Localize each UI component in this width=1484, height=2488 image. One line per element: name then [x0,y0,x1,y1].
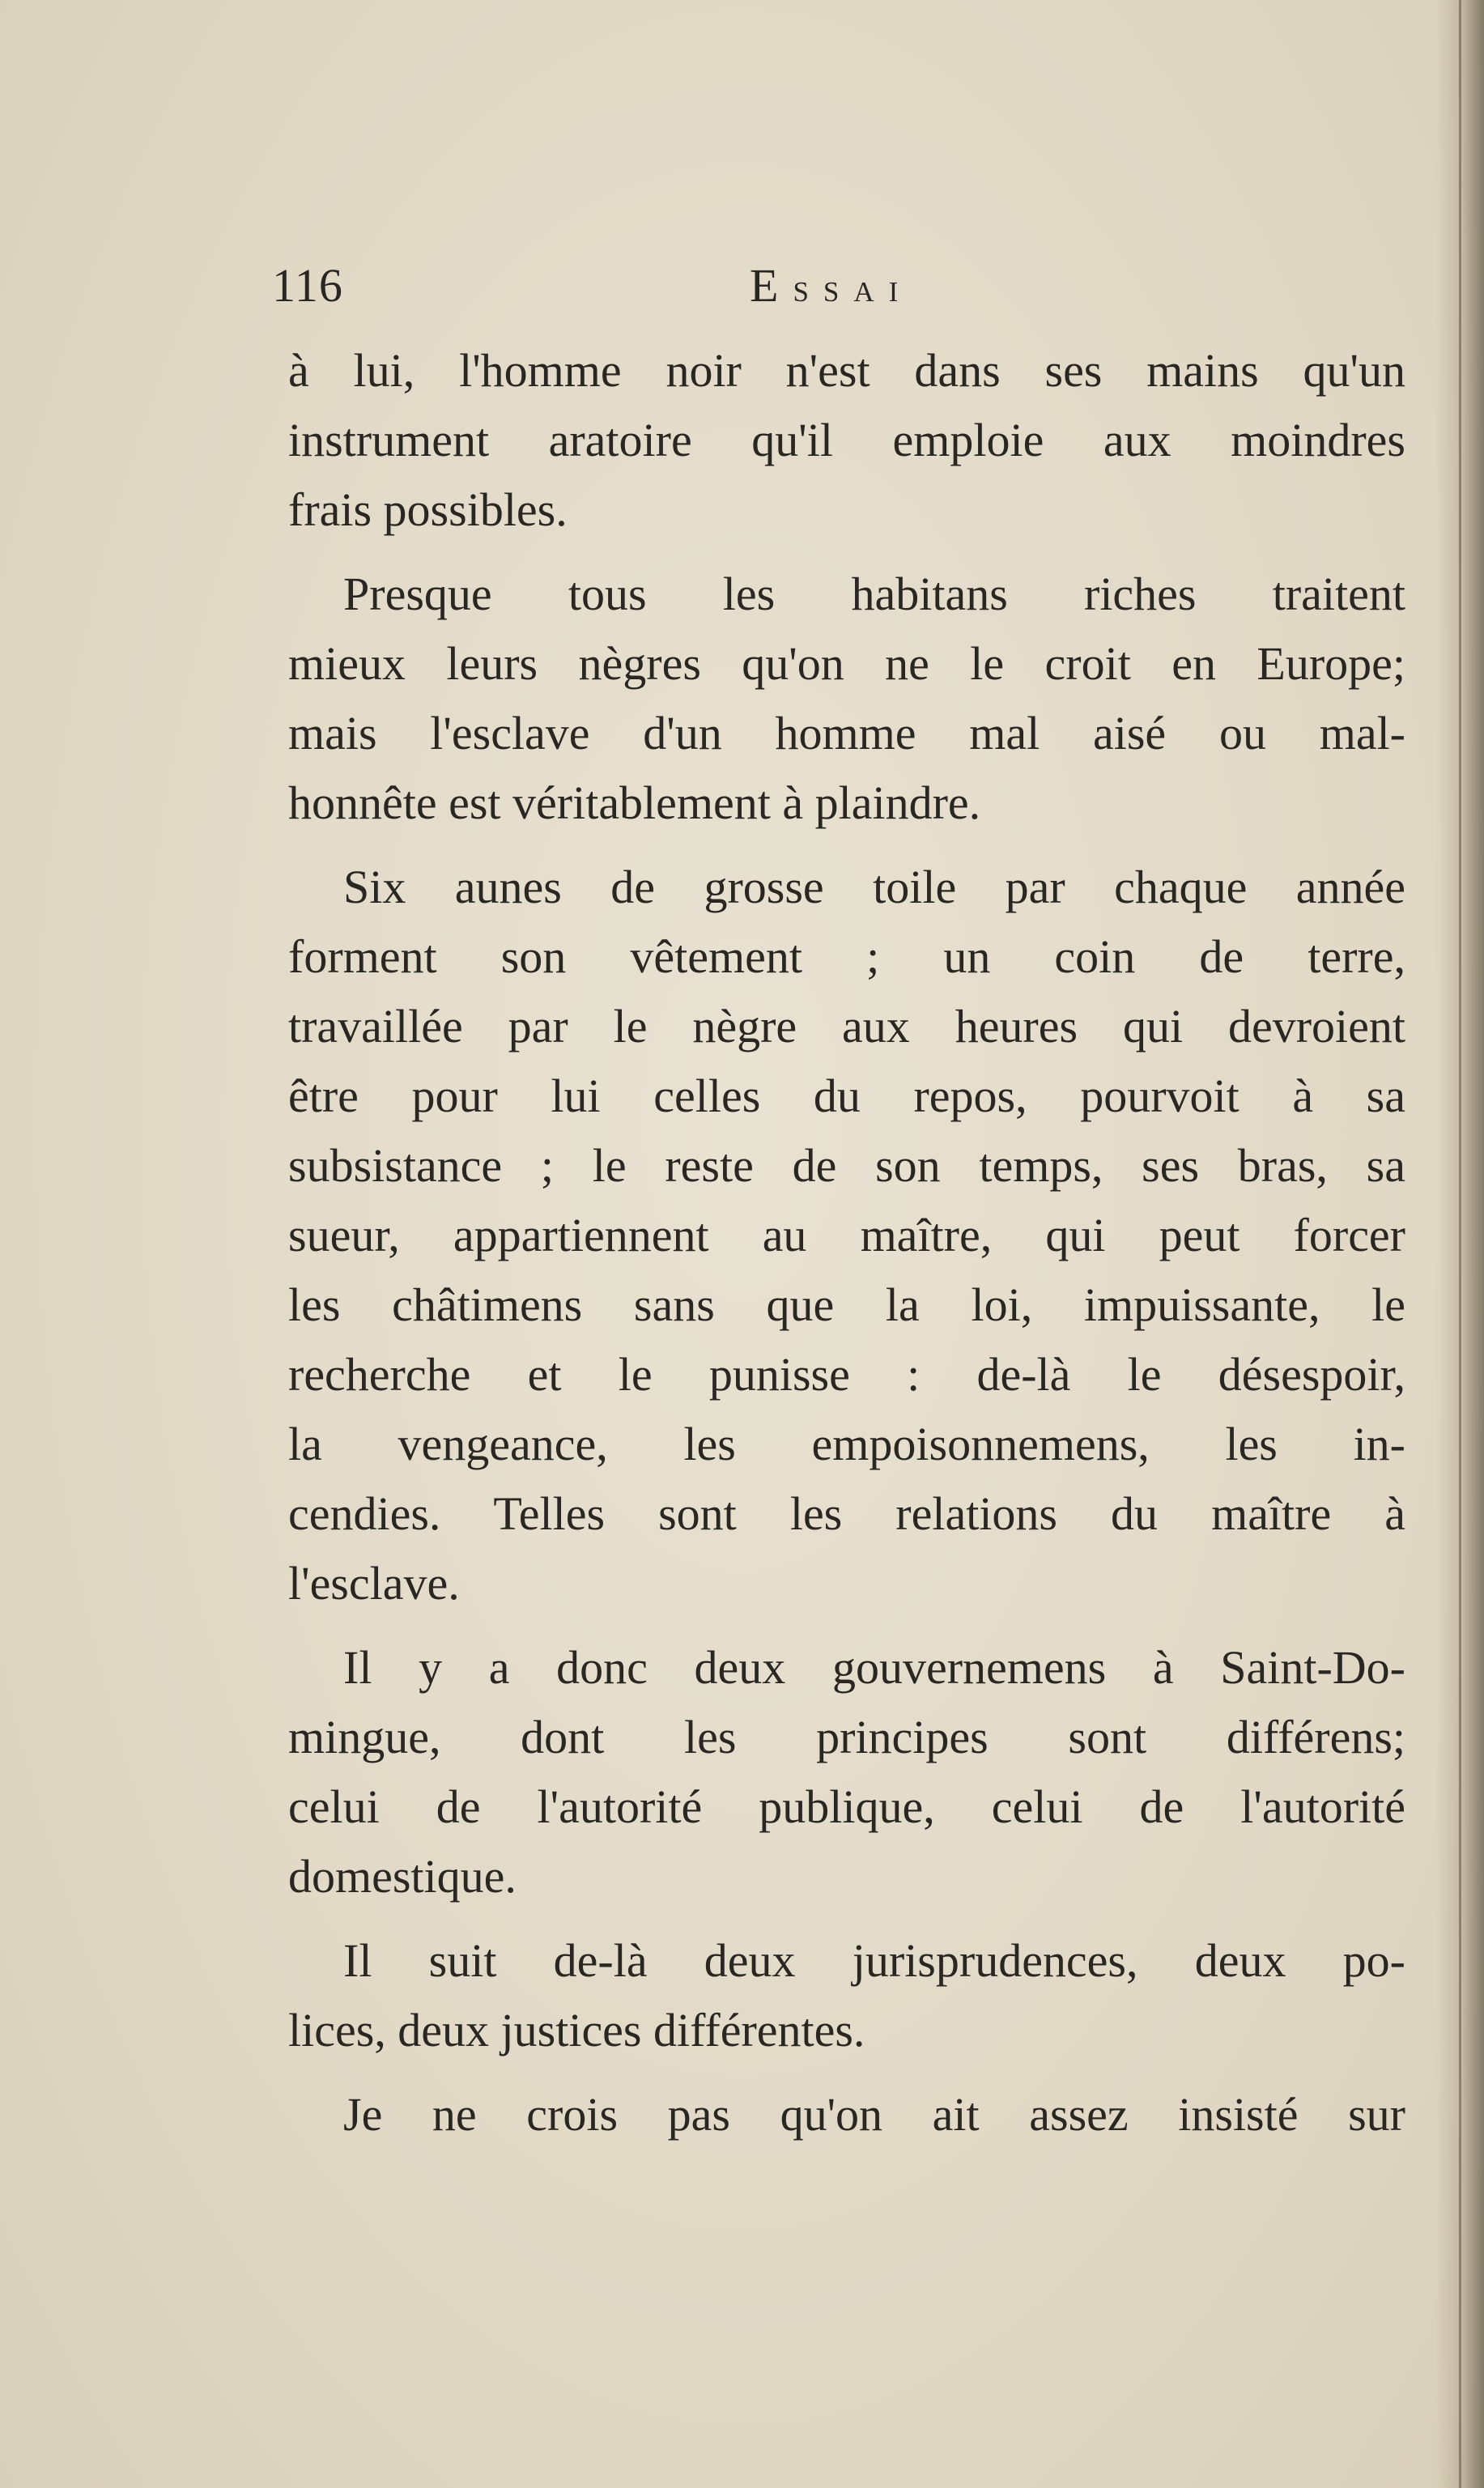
text-line: Six aunes de grosse toile par chaque année [343,861,1405,913]
text-line: subsistance ; le reste de son temps, ses bras, sa [288,1139,1405,1192]
text-line: la vengeance, les empoisonnemens, les in- [288,1418,1405,1470]
text-line: être pour lui celles du repos, pourvoit à sa [288,1070,1405,1122]
text-line: domestique. [288,1850,517,1903]
paragraph [288,559,1405,838]
page-edge-line [1459,0,1461,2488]
text-line: sueur, appartiennent au maître, qui peut forcer [288,1209,1405,1261]
text-line: Il y a donc deux gouvernemens à Saint-Do- [343,1641,1405,1694]
page-number: 116 [272,259,343,312]
running-head [750,257,912,316]
paragraph [288,853,1405,1618]
page-header [272,257,1001,314]
text-line: instrument aratoire qu'il emploie aux moindres [288,414,1405,466]
text-line: celui de l'autorité publique, celui de l'autorité [288,1780,1405,1833]
text-line: frais possibles. [288,483,568,536]
text-line: Il suit de-là deux jurisprudences, deux po- [343,1934,1405,1987]
text-line: forment son vêtement ; un coin de terre, [288,930,1405,983]
text-line: lices, deux justices différentes. [288,2004,865,2056]
paragraph [288,1633,1405,1912]
text-line: cendies. Telles sont les relations du maître à [288,1487,1405,1540]
text-line: Je ne crois pas qu'on ait assez insisté sur [343,2088,1405,2141]
text-line: honnête est véritablement à plaindre. [288,776,981,829]
text-line: travaillée par le nègre aux heures qui devroient [288,1000,1405,1053]
body-text [288,336,1405,2150]
text-line: l'esclave. [288,1557,460,1610]
text-line: mingue, dont les principes sont différens; [288,1711,1405,1763]
text-line: mais l'esclave d'un homme mal aisé ou mal- [288,707,1405,759]
running-head-initial: E [750,259,793,312]
text-line: Presque tous les habitans riches traitent [343,568,1405,620]
paragraph [288,1926,1405,2065]
text-line: recherche et le punisse : de-là le désespoir, [288,1348,1405,1401]
text-line: mieux leurs nègres qu'on ne le croit en Europe; [288,637,1405,690]
paragraph [288,2080,1405,2150]
paragraph [288,336,1405,545]
running-head-rest: ssai [793,265,913,310]
text-line: les châtimens sans que la loi, impuissante, le [288,1278,1405,1331]
text-line: à lui, l'homme noir n'est dans ses mains qu'un [288,344,1405,397]
